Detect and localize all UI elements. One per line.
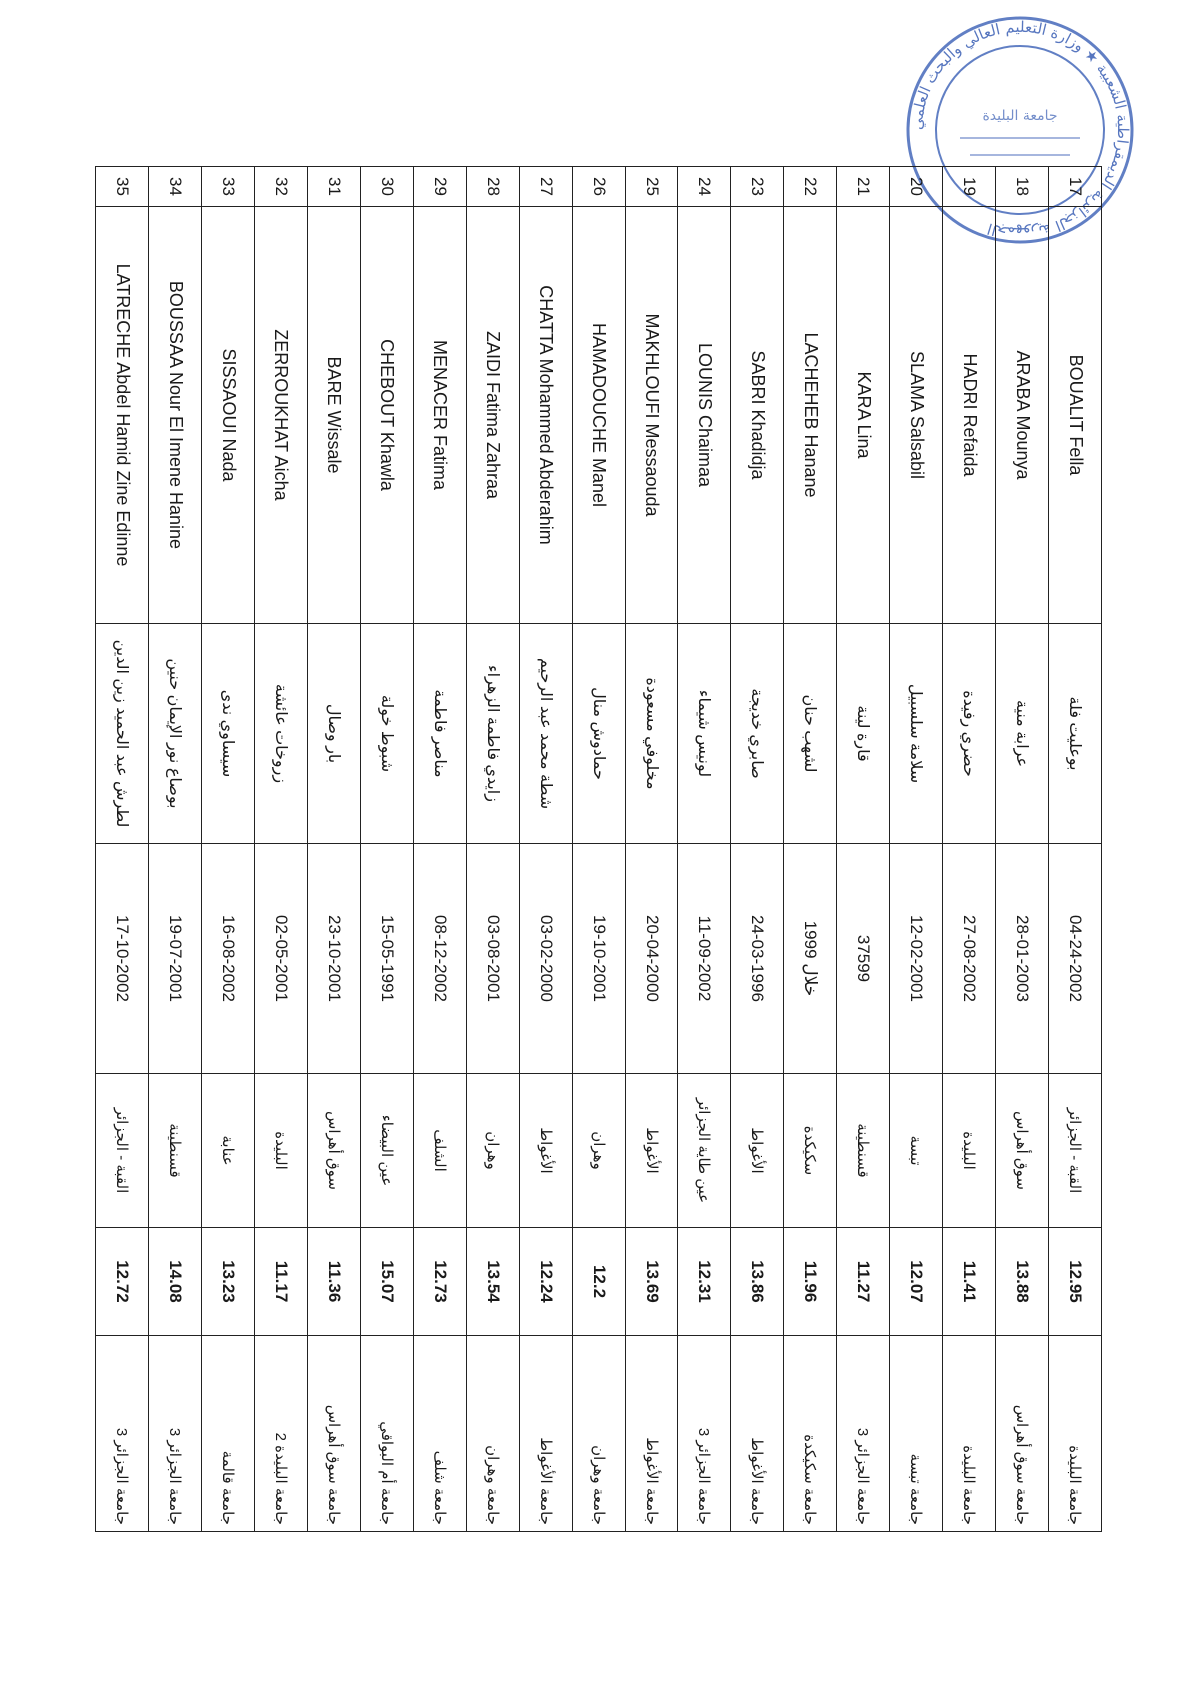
table-row [360,167,413,1532]
latin-name-cell: HAMADOUCHE Manel [572,207,625,624]
table-row [202,167,255,1532]
birth-date-cell: 03-02-2000 [519,844,572,1074]
arabic-name-cell: سلامة سلسبيل [890,624,943,844]
arabic-name-cell: لطرش عبد الحميد زين الدين [96,624,149,844]
birth-date-cell: 23-10-2001 [307,844,360,1074]
stamp-inner-text: جامعة البليدة [982,108,1058,124]
birth-place-cell: الشلف [413,1074,466,1228]
birth-date-cell: 27-08-2002 [943,844,996,1074]
birth-place-cell: عين طاية الجزائر [678,1074,731,1228]
grade-cell: 13.23 [202,1228,255,1336]
table-row [413,167,466,1532]
birth-date-cell: 04-24-2002 [1049,844,1102,1074]
grade-cell: 11.41 [943,1228,996,1336]
birth-place-cell: عنابة [202,1074,255,1228]
arabic-name-cell: بار وصال [307,624,360,844]
latin-name-cell: MENACER Fatima [413,207,466,624]
row-number-cell: 24 [678,167,731,207]
table-row [255,167,308,1532]
latin-name-cell: ZERROUKHAT Aicha [255,207,308,624]
table-row [466,167,519,1532]
university-cell: جامعة شلف [413,1336,466,1532]
birth-date-cell: 02-05-2001 [255,844,308,1074]
latin-name-cell: HADRI Refaida [943,207,996,624]
birth-date-cell: 03-08-2001 [466,844,519,1074]
table-row [572,167,625,1532]
birth-place-cell: الأغواط [731,1074,784,1228]
row-number-cell: 32 [255,167,308,207]
birth-date-cell: 16-08-2002 [202,844,255,1074]
university-cell: جامعة سوق أهراس [996,1336,1049,1532]
row-number-cell: 22 [784,167,837,207]
arabic-name-cell: بوصاع نور الإيمان حنين [149,624,202,844]
grade-cell: 12.24 [519,1228,572,1336]
latin-name-cell: SLAMA Salsabil [890,207,943,624]
table-row [943,167,996,1532]
arabic-name-cell: لونيس شيماء [678,624,731,844]
birth-place-cell: القبة - الجزائر [96,1074,149,1228]
arabic-name-cell: سيساوي ندى [202,624,255,844]
grade-cell: 12.07 [890,1228,943,1336]
birth-place-cell: قسنطينة [837,1074,890,1228]
row-number-cell: 33 [202,167,255,207]
table-row [784,167,837,1532]
birth-date-cell: 28-01-2003 [996,844,1049,1074]
birth-date-cell: 08-12-2002 [413,844,466,1074]
row-number-cell: 21 [837,167,890,207]
table-row [890,167,943,1532]
row-number-cell: 35 [96,167,149,207]
row-number-cell: 18 [996,167,1049,207]
row-number-cell: 23 [731,167,784,207]
birth-place-cell: الأغواط [519,1074,572,1228]
table-row [996,167,1049,1532]
university-cell: جامعة الأغواط [519,1336,572,1532]
latin-name-cell: BOUALIT Fella [1049,207,1102,624]
birth-place-cell: الأغواط [625,1074,678,1228]
birth-place-cell: وهران [466,1074,519,1228]
arabic-name-cell: حمادوش منال [572,624,625,844]
table-row [1049,167,1102,1532]
row-number-cell: 27 [519,167,572,207]
grade-cell: 12.31 [678,1228,731,1336]
birth-place-cell: البليدة [255,1074,308,1228]
grade-cell: 13.54 [466,1228,519,1336]
birth-date-cell: 19-07-2001 [149,844,202,1074]
university-cell: جامعة البليدة [943,1336,996,1532]
latin-name-cell: BOUSSAA Nour El Imene Hanine [149,207,202,624]
grade-cell: 13.88 [996,1228,1049,1336]
row-number-cell: 30 [360,167,413,207]
birth-place-cell: قسنطينة [149,1074,202,1228]
grade-cell: 12.2 [572,1228,625,1336]
university-cell: جامعة أم البواقي [360,1336,413,1532]
row-number-cell: 19 [943,167,996,207]
birth-place-cell: سوق أهراس [996,1074,1049,1228]
university-cell: جامعة قالمة [202,1336,255,1532]
university-cell: جامعة وهران [572,1336,625,1532]
university-cell: جامعة الجزائر 3 [149,1336,202,1532]
latin-name-cell: LOUNIS Chaimaa [678,207,731,624]
birth-date-cell: 20-04-2000 [625,844,678,1074]
birth-place-cell: القبة - الجزائر [1049,1074,1102,1228]
birth-place-cell: وهران [572,1074,625,1228]
table-row [307,167,360,1532]
latin-name-cell: ZAIDI Fatima Zahraa [466,207,519,624]
arabic-name-cell: بوعليت فلة [1049,624,1102,844]
arabic-name-cell: صابري خديجة [731,624,784,844]
arabic-name-cell: مناصر فاطمة [413,624,466,844]
grade-cell: 12.73 [413,1228,466,1336]
birth-place-cell: تبسة [890,1074,943,1228]
latin-name-cell: LACHEHEB Hanane [784,207,837,624]
birth-date-cell: 17-10-2002 [96,844,149,1074]
birth-date-cell: 19-10-2001 [572,844,625,1074]
university-cell: جامعة الجزائر 3 [678,1336,731,1532]
university-cell: جامعة سوق أهراس [307,1336,360,1532]
latin-name-cell: SISSAOUI Nada [202,207,255,624]
table-row [96,167,149,1532]
arabic-name-cell: شطة محمد عبد الرحيم [519,624,572,844]
university-cell: جامعة البليدة 2 [255,1336,308,1532]
table-row [519,167,572,1532]
stamp-outer-text: الجمهورية الجزائرية الديمقراطية الشعبية ★ وزارة التعليم العالي والبحث العلمي [907,17,1133,243]
row-number-cell: 31 [307,167,360,207]
grade-cell: 13.69 [625,1228,678,1336]
row-number-cell: 20 [890,167,943,207]
grade-cell: 11.36 [307,1228,360,1336]
birth-date-cell: 15-05-1991 [360,844,413,1074]
arabic-name-cell: لشهب حنان [784,624,837,844]
birth-place-cell: سوق أهراس [307,1074,360,1228]
birth-date-cell: 12-02-2001 [890,844,943,1074]
row-number-cell: 26 [572,167,625,207]
latin-name-cell: CHATTA Mohammed Abderahim [519,207,572,624]
grade-cell: 15.07 [360,1228,413,1336]
university-cell: جامعة سكيكدة [784,1336,837,1532]
arabic-name-cell: زايدي فاطمة الزهراء [466,624,519,844]
grade-cell: 14.08 [149,1228,202,1336]
students-table [95,166,1102,1532]
latin-name-cell: BARE Wissale [307,207,360,624]
latin-name-cell: KARA Lina [837,207,890,624]
table-row [837,167,890,1532]
arabic-name-cell: قارة لينة [837,624,890,844]
latin-name-cell: SABRI Khadidja [731,207,784,624]
table-row [149,167,202,1532]
arabic-name-cell: زروخات عائشة [255,624,308,844]
arabic-name-cell: عرابة منية [996,624,1049,844]
grade-cell: 12.72 [96,1228,149,1336]
grade-cell: 12.95 [1049,1228,1102,1336]
grade-cell: 11.27 [837,1228,890,1336]
arabic-name-cell: شبوط خولة [360,624,413,844]
latin-name-cell: ARABA Mounya [996,207,1049,624]
university-cell: جامعة الجزائر 3 [837,1336,890,1532]
table-row [731,167,784,1532]
birth-date-cell: 37599 [837,844,890,1074]
row-number-cell: 28 [466,167,519,207]
latin-name-cell: LATRECHE Abdel Hamid Zine Edinne [96,207,149,624]
university-cell: جامعة الأغواط [731,1336,784,1532]
university-cell: جامعة تبسة [890,1336,943,1532]
students-table-sheet [95,166,1102,1531]
row-number-cell: 29 [413,167,466,207]
birth-place-cell: عين البيضاء [360,1074,413,1228]
birth-date-cell: خلال 1999 [784,844,837,1074]
row-number-cell: 17 [1049,167,1102,207]
latin-name-cell: MAKHLOUFI Messaouda [625,207,678,624]
arabic-name-cell: مخلوفي مسعودة [625,624,678,844]
birth-date-cell: 11-09-2002 [678,844,731,1074]
birth-place-cell: سكيكدة [784,1074,837,1228]
university-cell: جامعة البليدة [1049,1336,1102,1532]
birth-place-cell: البليدة [943,1074,996,1228]
row-number-cell: 34 [149,167,202,207]
university-cell: جامعة الأغواط [625,1336,678,1532]
row-number-cell: 25 [625,167,678,207]
university-cell: جامعة الجزائر 3 [96,1336,149,1532]
table-row [678,167,731,1532]
grade-cell: 13.86 [731,1228,784,1336]
arabic-name-cell: حضري رفيدة [943,624,996,844]
grade-cell: 11.17 [255,1228,308,1336]
university-cell: جامعة وهران [466,1336,519,1532]
birth-date-cell: 24-03-1996 [731,844,784,1074]
grade-cell: 11.96 [784,1228,837,1336]
latin-name-cell: CHEBOUT Khawla [360,207,413,624]
table-row [625,167,678,1532]
